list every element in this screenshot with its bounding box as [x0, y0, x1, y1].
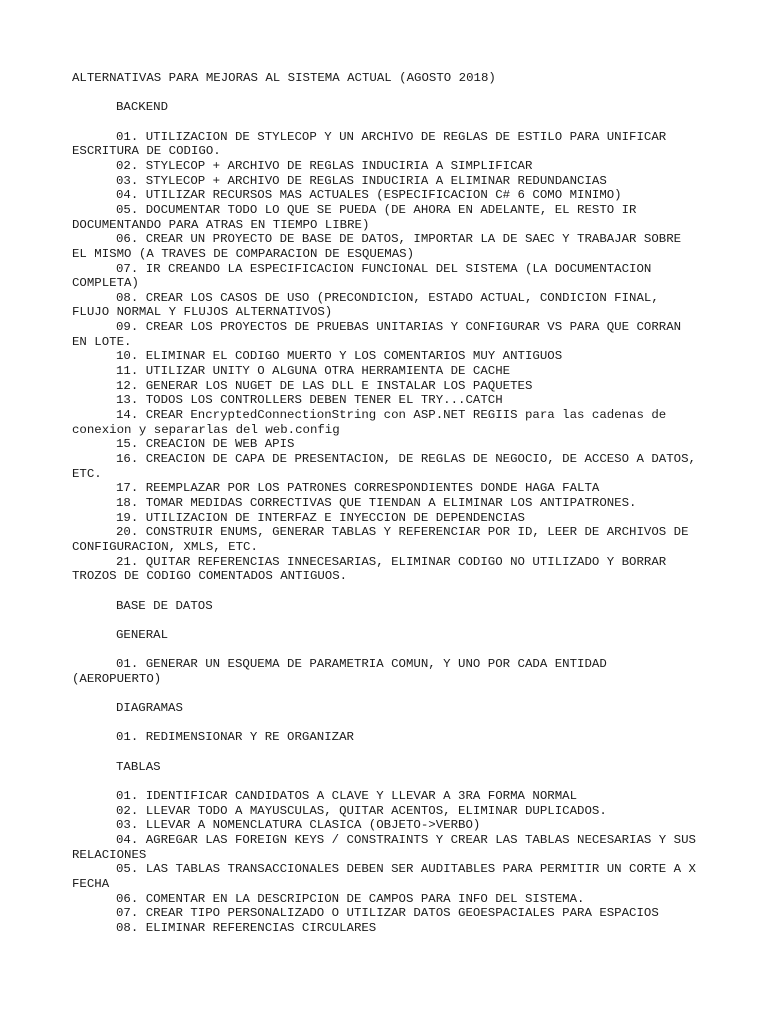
tables-list	[72, 789, 704, 936]
list-item: 08. ELIMINAR REFERENCIAS CIRCULARES	[116, 920, 377, 935]
list-item: 20. CONSTRUIR ENUMS, GENERAR TABLAS Y REFERENCIAR POR ID, LEER DE ARCHIVOS DE CONFIGURACION, XMLS, ETC.	[72, 525, 696, 554]
tables-heading: TABLAS	[116, 759, 161, 774]
document-title: ALTERNATIVAS PARA MEJORAS AL SISTEMA ACTUAL (AGOSTO 2018)	[72, 71, 496, 85]
list-item: 10. ELIMINAR EL CODIGO MUERTO Y LOS COMENTARIOS MUY ANTIGUOS	[116, 349, 563, 364]
list-item: 16. CREACION DE CAPA DE PRESENTACION, DE REGLAS DE NEGOCIO, DE ACCESO A DATOS, ETC.	[72, 452, 704, 481]
list-item: 02. LLEVAR TODO A MAYUSCULAS, QUITAR ACENTOS, ELIMINAR DUPLICADOS.	[116, 803, 607, 818]
list-item: 17. REEMPLAZAR POR LOS PATRONES CORRESPONDIENTES DONDE HAGA FALTA	[116, 481, 600, 496]
general-list	[72, 657, 700, 686]
general-heading: GENERAL	[116, 627, 169, 642]
backend-list	[72, 129, 704, 584]
list-item: 04. UTILIZAR RECURSOS MAS ACTUALES (ESPECIFICACION C# 6 COMO MINIMO)	[116, 188, 622, 203]
list-item: 13. TODOS LOS CONTROLLERS DEBEN TENER EL TRY...CATCH	[116, 393, 503, 408]
list-item: 05. DOCUMENTAR TODO LO QUE SE PUEDA (DE AHORA EN ADELANTE, EL RESTO IR DOCUMENTANDO PARA ATRAS EN TIEMPO LIBRE)	[72, 202, 644, 232]
database-heading: BASE DE DATOS	[116, 598, 213, 613]
spacer	[72, 613, 700, 628]
list-item: 08. CREAR LOS CASOS DE USO (PRECONDICION, ESTADO ACTUAL, CONDICION FINAL, FLUJO NORMAL Y FLUJOS ALTERNATIVOS)	[72, 290, 667, 320]
list-item: 07. IR CREANDO LA ESPECIFICACION FUNCIONAL DEL SISTEMA (LA DOCUMENTACION COMPLETA)	[72, 261, 659, 291]
spacer	[72, 745, 700, 760]
spacer	[72, 86, 700, 101]
spacer	[72, 115, 700, 130]
list-item: 09. CREAR LOS PROYECTOS DE PRUEBAS UNITARIAS Y CONFIGURAR VS PARA QUE CORRAN EN LOTE.	[72, 320, 689, 349]
list-item: 01. UTILIZACION DE STYLECOP Y UN ARCHIVO DE REGLAS DE ESTILO PARA UNIFICAR ESCRITURA DE CODIGO.	[72, 129, 674, 159]
list-item: 04. AGREGAR LAS FOREIGN KEYS / CONSTRAINTS Y CREAR LAS TABLAS NECESARIAS Y SUS RELACIONES	[72, 832, 704, 862]
document-page	[72, 71, 704, 936]
list-item: 18. TOMAR MEDIDAS CORRECTIVAS QUE TIENDAN A ELIMINAR LOS ANTIPATRONES.	[116, 496, 637, 510]
spacer	[72, 774, 700, 789]
list-item: 06. CREAR UN PROYECTO DE BASE DE DATOS, IMPORTAR LA DE SAEC Y TRABAJAR SOBRE EL MISMO (A TRAVES DE COMPARACION DE ESQUEMAS)	[72, 232, 689, 261]
diagrams-list	[72, 730, 700, 745]
list-item: 01. IDENTIFICAR CANDIDATOS A CLAVE Y LLEVAR A 3RA FORMA NORMAL	[116, 789, 578, 804]
list-item: 06. COMENTAR EN LA DESCRIPCION DE CAMPOS PARA INFO DEL SISTEMA.	[116, 891, 585, 906]
diagrams-heading: DIAGRAMAS	[116, 701, 183, 716]
spacer	[72, 716, 700, 731]
list-item: 11. UTILIZAR UNITY O ALGUNA OTRA HERRAMIENTA DE CACHE	[116, 364, 511, 379]
list-item: 03. LLEVAR A NOMENCLATURA CLASICA (OBJETO->VERBO)	[116, 818, 481, 833]
spacer	[72, 584, 700, 599]
list-item: 03. STYLECOP + ARCHIVO DE REGLAS INDUCIRIA A ELIMINAR REDUNDANCIAS	[116, 173, 607, 188]
backend-heading: BACKEND	[116, 100, 169, 115]
list-item: 19. UTILIZACION DE INTERFAZ E INYECCION DE DEPENDENCIAS	[116, 510, 525, 525]
spacer	[72, 686, 700, 701]
list-item: 07. CREAR TIPO PERSONALIZADO O UTILIZAR DATOS GEOESPACIALES PARA ESPACIOS	[116, 906, 659, 921]
list-item: 01. REDIMENSIONAR Y RE ORGANIZAR	[116, 730, 354, 745]
list-item: 02. STYLECOP + ARCHIVO DE REGLAS INDUCIRIA A SIMPLIFICAR	[116, 158, 533, 173]
list-item: 12. GENERAR LOS NUGET DE LAS DLL E INSTALAR LOS PAQUETES	[116, 378, 533, 393]
list-item: 21. QUITAR REFERENCIAS INNECESARIAS, ELIMINAR CODIGO NO UTILIZADO Y BORRAR TROZOS DE CODIGO COMENTADOS ANTIGUOS.	[72, 554, 674, 584]
list-item: 14. CREAR EncryptedConnectionString con ASP.NET REGIIS para las cadenas de conexion y separarlas del web.config	[72, 408, 674, 437]
list-item: 15. CREACION DE WEB APIS	[116, 437, 295, 452]
spacer	[72, 643, 700, 658]
list-item: 05. LAS TABLAS TRANSACCIONALES DEBEN SER AUDITABLES PARA PERMITIR UN CORTE A X FECHA	[72, 862, 704, 891]
list-item: 01. GENERAR UN ESQUEMA DE PARAMETRIA COMUN, Y UNO POR CADA ENTIDAD (AEROPUERTO)	[72, 657, 615, 686]
